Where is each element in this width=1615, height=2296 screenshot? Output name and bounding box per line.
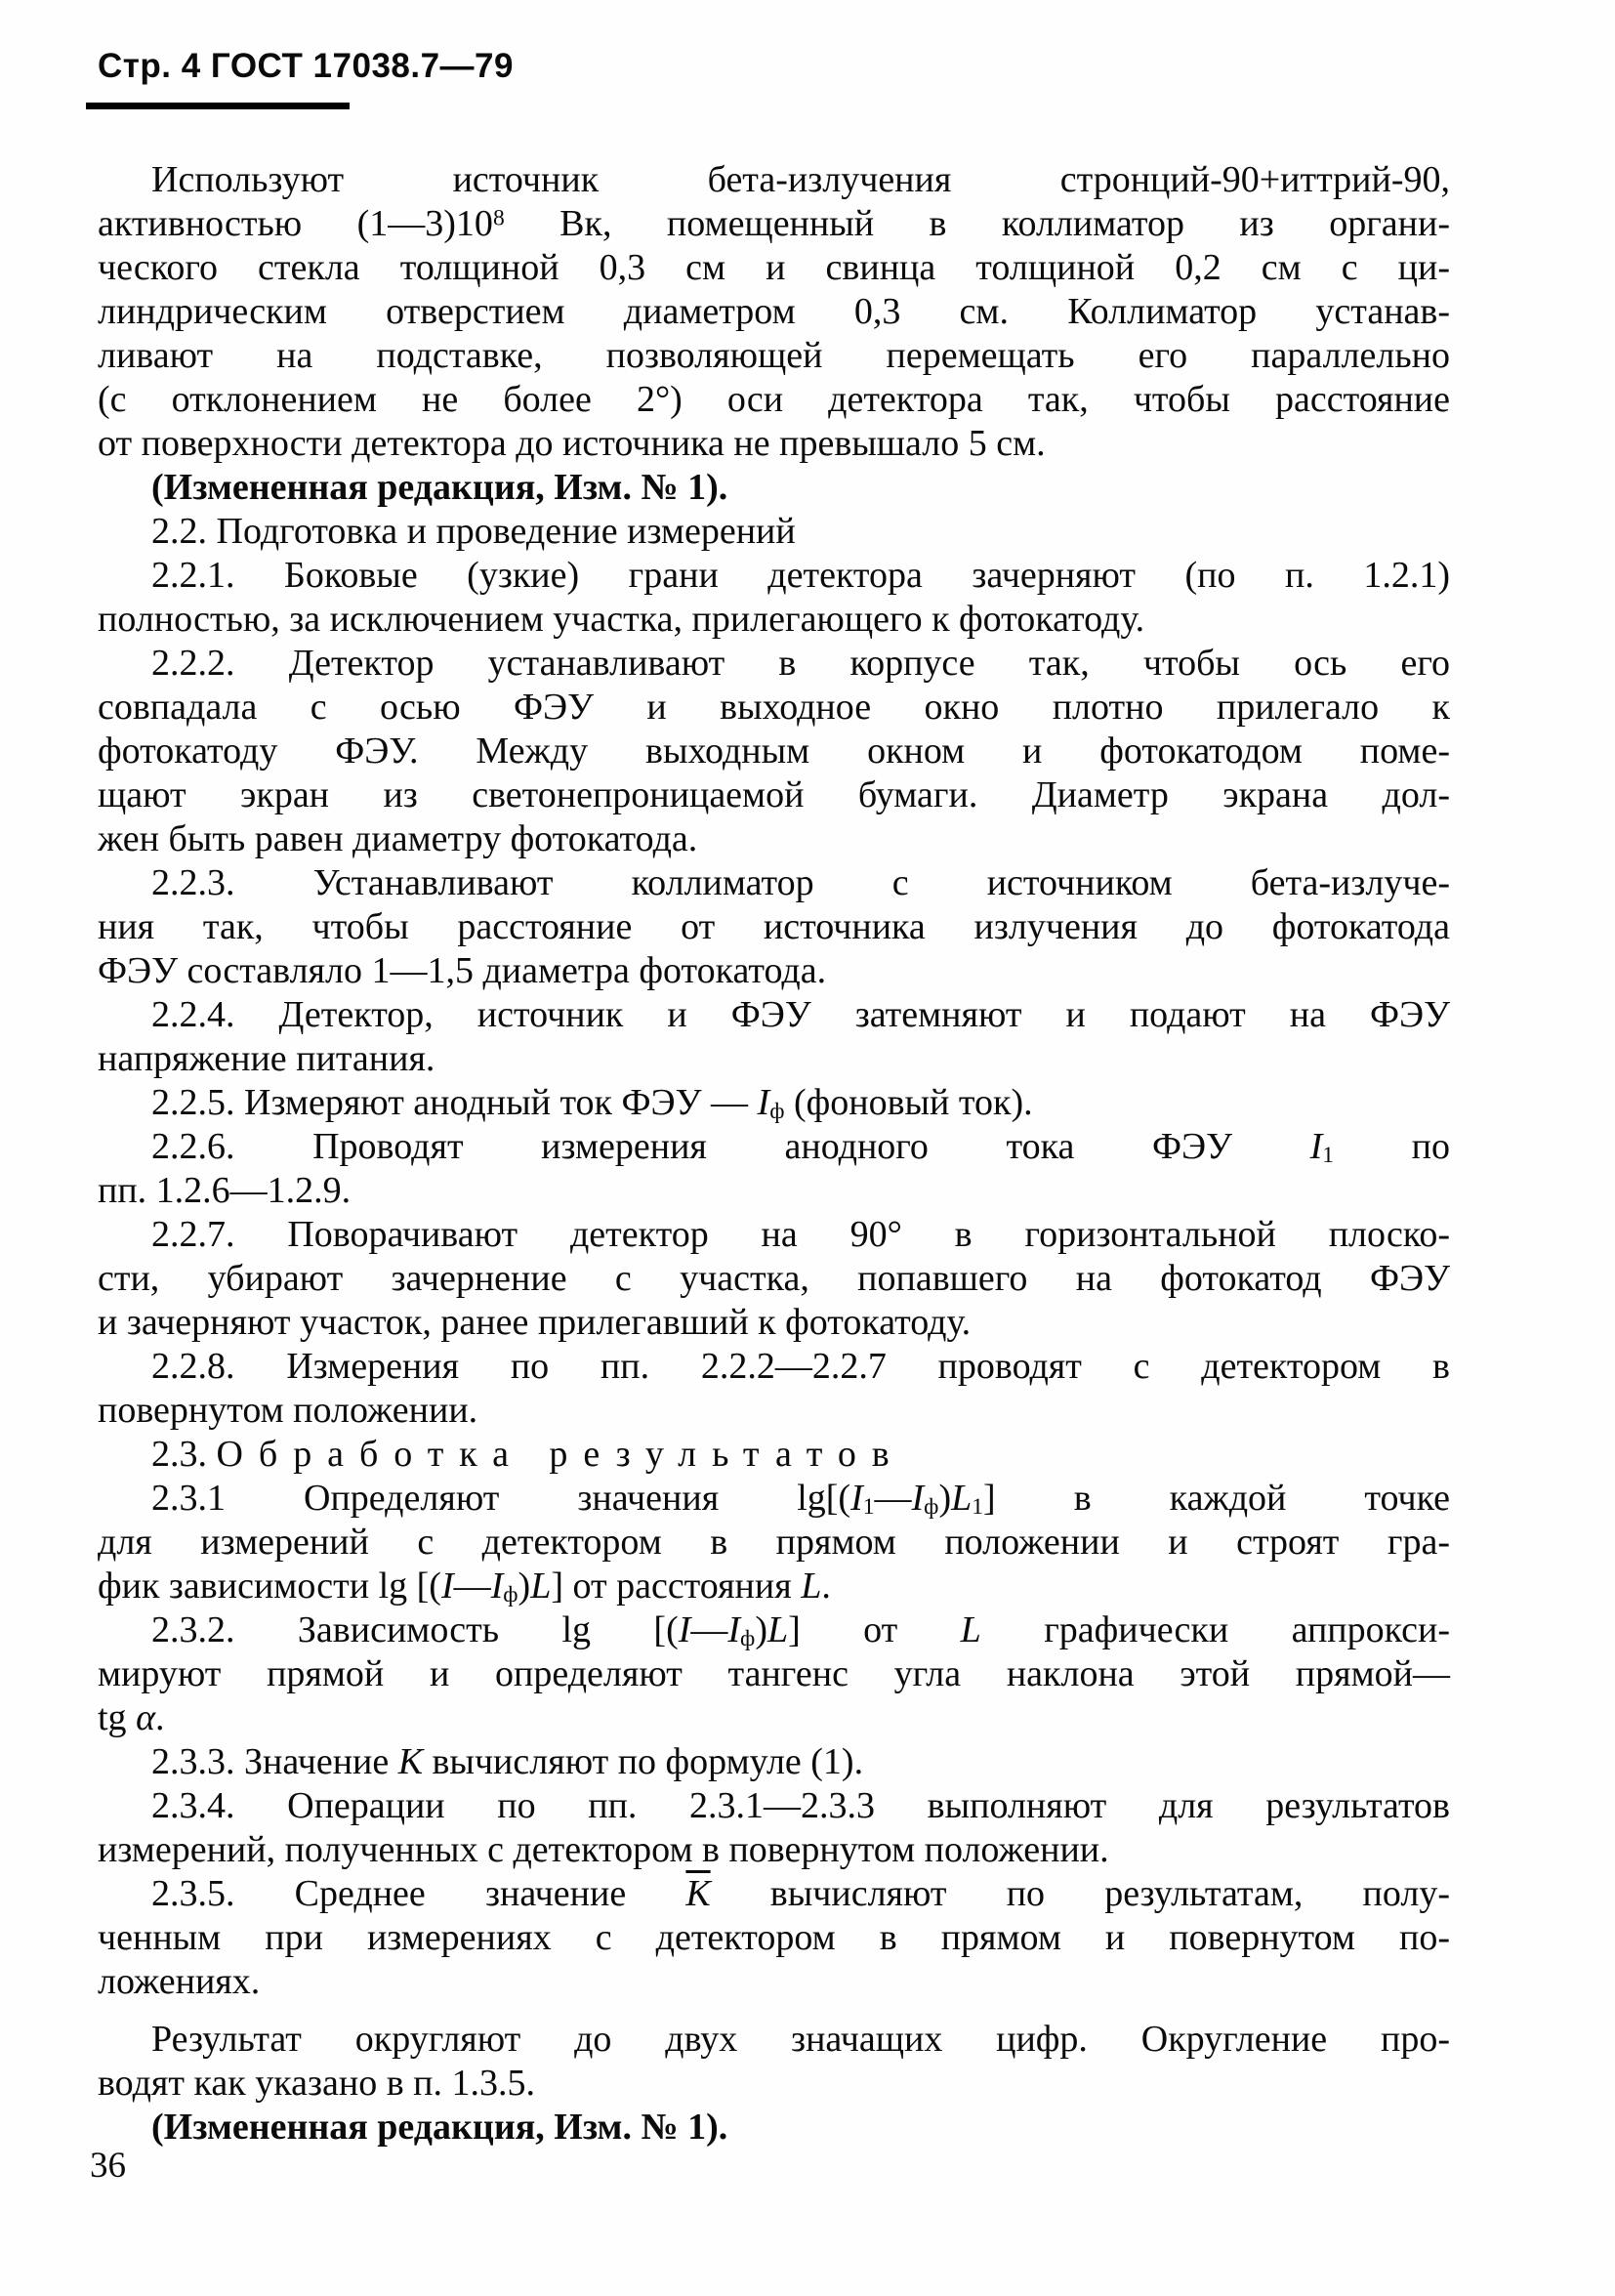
text-line: tg α. — [98, 1697, 165, 1738]
text-line: (с отклонением не более 2°) оси детектора так, чтобы расстояние — [98, 379, 1450, 420]
text-line: Результат округляют до двух значащих цифр. Округление про- — [151, 2019, 1450, 2060]
paragraph — [98, 1125, 1450, 1213]
text-line: ченным при измерениях с детектором в прямом и повернутом по- — [98, 1917, 1450, 1958]
text-line: Используют источник бета-излучения стронций-90+иттрий-90, — [151, 159, 1450, 200]
text-line: жен быть равен диаметру фотокатода. — [98, 818, 698, 859]
paragraph — [98, 993, 1450, 1081]
text-line: напряжение питания. — [98, 1038, 435, 1079]
paragraph — [98, 1213, 1450, 1345]
text-line: 2.2.4. Детектор, источник и ФЭУ затемняют и подают на ФЭУ — [151, 994, 1450, 1035]
text-line: измерений, полученных с детектором в повернутом положении. — [98, 1829, 1109, 1870]
paragraph — [98, 1608, 1450, 1740]
paragraph — [98, 1740, 1450, 1784]
paragraph — [98, 642, 1450, 861]
text-line: ложениях. — [98, 1961, 261, 2002]
paragraph — [98, 1433, 1450, 1477]
paragraph — [98, 466, 1450, 510]
text-line: 2.3.5. Среднее значение К вычисляют по результатам, полу- — [151, 1873, 1450, 1914]
text-line: ливают на подставке, позволяющей перемещать его параллельно — [98, 335, 1450, 376]
paragraph — [98, 1081, 1450, 1125]
paragraph — [98, 1345, 1450, 1433]
text-line: 2.2.2. Детектор устанавливают в корпусе так, чтобы ось его — [151, 643, 1450, 684]
text-line: фик зависимости $\lg [(I—I_ф)L]$ от расстояния L. — [98, 1565, 831, 1608]
text-line: 2.2.6. Проводят измерения анодного тока ФЭУ $I_1$ по — [151, 1126, 1450, 1169]
header-rule-line — [86, 103, 350, 109]
page-number: 36 — [90, 2146, 126, 2186]
text-line: сти, убирают зачернение с участка, попавшего на фотокатод ФЭУ — [98, 1258, 1450, 1299]
paragraph — [98, 158, 1450, 466]
text-line: 2.2.8. Измерения по пп. 2.2.2—2.2.7 проводят с детектором в — [151, 1346, 1450, 1387]
text-line: 2.2.7. Поворачивают детектор на 90° в горизонтальной плоско- — [151, 1214, 1450, 1255]
text-line: 2.3.2. Зависимость $\lg [(I—I_ф)L]$ от L графически аппрокси- — [151, 1609, 1450, 1652]
text-line: 2.2.5. Измеряют анодный ток ФЭУ — $I_ф$ (фоновый ток). — [151, 1082, 1033, 1125]
page-header: Стр. 4 ГОСТ 17038.7—79 — [98, 47, 514, 85]
paragraph — [98, 1872, 1450, 2004]
text-line: 2.3. Обработка результатов — [151, 1434, 905, 1475]
text-line: активностью $(1—3)10^8$ Вк, помещенный в коллиматор из органи- — [98, 203, 1450, 244]
text-line: (Измененная редакция, Изм. № 1). — [151, 467, 728, 508]
text-line: 2.2. Подготовка и проведение измерений — [151, 511, 796, 552]
text-line: щают экран из светонепроницаемой бумаги. Диаметр экрана дол- — [98, 774, 1450, 815]
text-line: 2.3.3. Значение К вычисляют по формуле (1). — [151, 1741, 864, 1782]
text-line: полностью, за исключением участка, прилегающего к фотокатоду. — [98, 599, 1145, 640]
paragraph — [98, 510, 1450, 554]
text-line: ФЭУ составляло 1—1,5 диаметра фотокатода. — [98, 950, 827, 991]
paragraph — [98, 554, 1450, 642]
paragraph — [98, 2018, 1450, 2106]
paragraph — [98, 1784, 1450, 1872]
document-body — [98, 158, 1450, 2150]
paragraph — [98, 1477, 1450, 1608]
text-line: мируют прямой и определяют тангенс угла наклона этой прямой— — [98, 1653, 1450, 1694]
text-line: (Измененная редакция, Изм. № 1). — [151, 2107, 728, 2148]
text-line: ния так, чтобы расстояние от источника излучения до фотокатода — [98, 906, 1450, 947]
text-line: 2.3.4. Операции по пп. 2.3.1—2.3.3 выполняют для результатов — [151, 1785, 1450, 1826]
text-line: и зачерняют участок, ранее прилегавший к фотокатоду. — [98, 1302, 972, 1343]
text-line: совпадала с осью ФЭУ и выходное окно плотно прилегало к — [98, 687, 1450, 728]
text-line: водят как указано в п. 1.3.5. — [98, 2063, 535, 2104]
text-line: фотокатоду ФЭУ. Между выходным окном и фотокатодом поме- — [98, 731, 1450, 772]
paragraph — [98, 2106, 1450, 2150]
text-line: 2.2.3. Устанавливают коллиматор с источником бета-излуче- — [151, 862, 1450, 903]
text-line: ческого стекла толщиной 0,3 см и свинца толщиной 0,2 см с ци- — [98, 247, 1450, 288]
text-line: от поверхности детектора до источника не превышало 5 см. — [98, 423, 1046, 464]
text-line: линдрическим отверстием диаметром 0,3 см. Коллиматор устанав- — [98, 291, 1450, 332]
text-line: для измерений с детектором в прямом положении и строят гра- — [98, 1522, 1450, 1563]
text-line: пп. 1.2.6—1.2.9. — [98, 1170, 352, 1211]
paragraph — [98, 861, 1450, 993]
text-line: 2.3.1 Определяют значения $\lg[(I_1—I_ф)L_1]$ в каждой точке — [151, 1478, 1451, 1521]
text-line: 2.2.1. Боковые (узкие) грани детектора зачерняют (по п. 1.2.1) — [151, 555, 1450, 596]
text-line: повернутом положении. — [98, 1390, 478, 1431]
